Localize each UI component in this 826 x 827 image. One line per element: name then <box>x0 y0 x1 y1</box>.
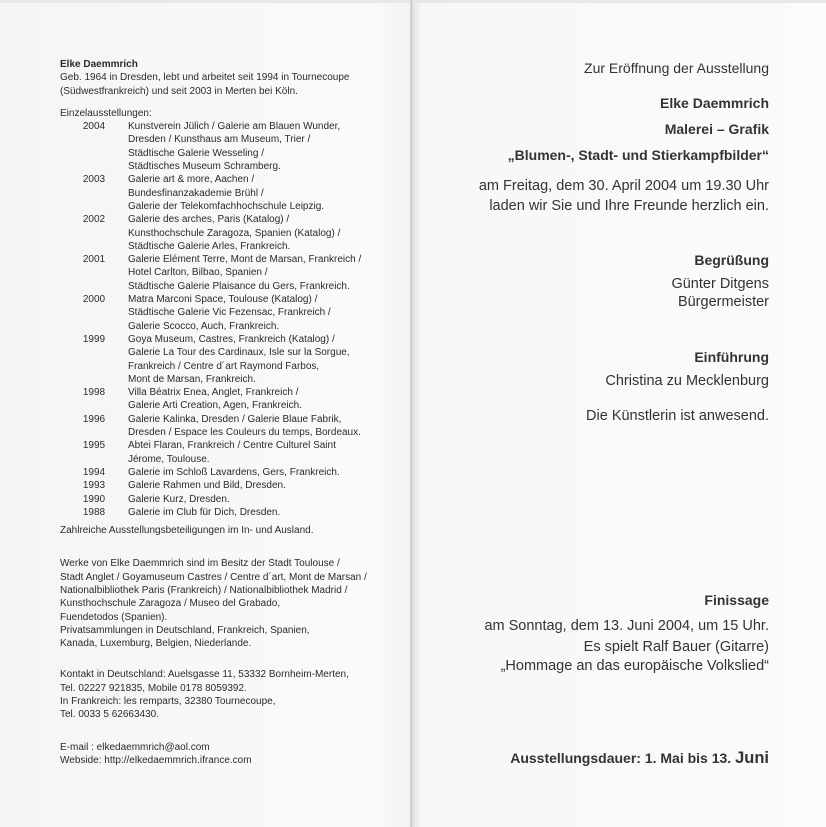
exhibition-entry <box>60 506 390 519</box>
exhibition-year: 2002 <box>82 214 106 226</box>
collections-line: Kunsthochschule Zaragoza / Museo del Grabado, <box>60 598 281 610</box>
exhibition-venue-line: Galerie der Telekomfachhochschule Leipzig. <box>128 200 325 212</box>
finissage-heading: Finissage <box>704 592 769 608</box>
exhibition-entry <box>60 253 390 293</box>
exhibition-entry <box>60 173 390 213</box>
artist-name: Elke Daemmrich <box>60 59 138 70</box>
exhibition-year: 1998 <box>82 387 106 399</box>
opening-date: am Freitag, dem 30. April 2004 um 19.30 Uhr <box>478 178 769 194</box>
exhibition-year: 1994 <box>82 466 106 478</box>
exhibitions-footer: Zahlreiche Ausstellungsbeteiligungen im In- und Ausland. <box>60 525 314 537</box>
exhibition-venues <box>128 466 390 479</box>
invitation-intro: Zur Eröffnung der Ausstellung <box>584 60 769 76</box>
exhibition-year: 1999 <box>82 333 106 345</box>
introduction-heading: Einführung <box>694 349 769 365</box>
invitation-subtitle: Malerei – Grafik <box>664 121 769 137</box>
artist-bio-panel <box>60 58 390 767</box>
exhibition-year: 1990 <box>82 493 106 505</box>
exhibition-duration <box>510 749 769 768</box>
invitation-artist: Elke Daemmrich <box>660 95 769 111</box>
exhibition-venues <box>128 213 390 253</box>
collections-line: Privatsammlungen in Deutschland, Frankreich, Spanien, <box>60 624 310 636</box>
exhibition-venue-line: Bundesfinanzakademie Brühl / <box>128 187 264 199</box>
exhibition-venues <box>128 253 390 293</box>
exhibitions-list <box>60 120 390 519</box>
exhibition-venues <box>128 506 390 519</box>
exhibition-title: „Blumen-, Stadt- und Stierkampfbilder“ <box>507 147 769 163</box>
exhibition-venues <box>128 439 390 466</box>
exhibition-venue-line: Städtische Galerie Arles, Frankreich. <box>128 240 291 252</box>
exhibition-venue-line: Galerie im Schloß Lavardens, Gers, Frankreich. <box>128 466 340 478</box>
exhibition-year: 2003 <box>82 174 106 186</box>
exhibition-entry <box>60 333 390 386</box>
exhibition-venue-line: Galerie Kalinka, Dresden / Galerie Blaue Fabrik, <box>128 413 342 425</box>
exhibition-venue-line: Hotel Carlton, Bilbao, Spanien / <box>128 267 268 279</box>
bio-line: Geb. 1964 in Dresden, lebt und arbeitet seit 1994 in Tournecoupe <box>60 72 350 84</box>
exhibition-entry <box>60 413 390 440</box>
exhibition-venue-line: Dresden / Espace les Couleurs du temps, Bordeaux. <box>128 427 361 439</box>
exhibitions-title: Einzelausstellungen: <box>60 107 152 119</box>
exhibition-venues <box>128 493 390 506</box>
contact-block <box>60 668 390 721</box>
paper-edge <box>0 0 826 3</box>
contact-line: Kontakt in Deutschland: Auelsgasse 11, 53332 Bornheim-Merten, <box>60 669 349 681</box>
exhibition-venue-line: Frankreich / Centre d´art Raymond Farbos, <box>128 360 320 372</box>
exhibition-venue-line: Galerie art & more, Aachen / <box>128 174 255 186</box>
exhibition-entry <box>60 293 390 333</box>
exhibition-venues <box>128 120 390 173</box>
web-contact-block <box>60 741 390 768</box>
exhibition-year: 1995 <box>82 440 106 452</box>
website-line: Webside: http://elkedaemmrich.ifrance.com <box>60 754 252 766</box>
exhibition-year: 1988 <box>82 506 106 518</box>
center-fold <box>410 0 413 827</box>
exhibition-venue-line: Galerie im Club für Dich, Dresden. <box>128 506 281 518</box>
exhibition-venue-line: Galerie La Tour des Cardinaux, Isle sur la Sorgue, <box>128 347 350 359</box>
exhibition-venue-line: Städtisches Museum Schramberg. <box>128 161 281 173</box>
exhibition-venue-line: Dresden / Kunsthaus am Museum, Trier / <box>128 134 311 146</box>
exhibition-year: 2001 <box>82 254 106 266</box>
exhibition-venue-line: Goya Museum, Castres, Frankreich (Katalog) / <box>128 333 335 345</box>
exhibition-year: 2000 <box>82 294 106 306</box>
exhibition-venue-line: Städtische Galerie Vic Fezensac, Frankreich / <box>128 307 331 319</box>
introduction-name: Christina zu Mecklenburg <box>605 373 769 389</box>
exhibition-entry <box>60 213 390 253</box>
exhibition-venue-line: Städtische Galerie Wesseling / <box>128 147 264 159</box>
exhibition-venues <box>128 479 390 492</box>
contact-line: Tel. 02227 921835, Mobile 0178 8059392. <box>60 682 247 694</box>
exhibition-venues <box>128 173 390 213</box>
contact-line: In Frankreich: les remparts, 32380 Tournecoupe, <box>60 696 276 708</box>
exhibition-entry <box>60 386 390 413</box>
greeting-name: Günter Ditgens <box>671 276 769 292</box>
collections-line: Kanada, Luxemburg, Belgien, Niederlande. <box>60 638 252 650</box>
exhibition-venue-line: Galerie Scocco, Auch, Frankreich. <box>128 320 280 332</box>
bio-line: (Südwestfrankreich) und seit 2003 in Merten bei Köln. <box>60 85 298 97</box>
exhibition-entry <box>60 479 390 492</box>
exhibition-venue-line: Kunsthochschule Zaragoza, Spanien (Katalog) / <box>128 227 341 239</box>
artist-present-note: Die Künstlerin ist anwesend. <box>586 408 769 424</box>
exhibition-venues <box>128 413 390 440</box>
greeting-role: Bürgermeister <box>677 294 769 310</box>
exhibition-entry <box>60 466 390 479</box>
exhibition-entry <box>60 493 390 506</box>
exhibition-venue-line: Galerie des arches, Paris (Katalog) / <box>128 214 290 226</box>
exhibition-venue-line: Städtische Galerie Plaisance du Gers, Frankreich. <box>128 280 350 292</box>
exhibition-venue-line: Kunstverein Jülich / Galerie am Blauen Wunder, <box>128 121 341 133</box>
exhibition-venue-line: Matra Marconi Space, Toulouse (Katalog) / <box>128 294 318 306</box>
exhibition-venues <box>128 293 390 333</box>
exhibition-venue-line: Villa Béatrix Enea, Anglet, Frankreich / <box>128 387 299 399</box>
collections-line: Stadt Anglet / Goyamuseum Castres / Centre d´art, Mont de Marsan / <box>60 571 367 583</box>
exhibition-venue-line: Galerie Rahmen und Bild, Dresden. <box>128 480 286 492</box>
greeting-heading: Begrüßung <box>694 252 769 268</box>
collections-block <box>60 557 390 650</box>
exhibition-venue-line: Galerie Kurz, Dresden. <box>128 493 230 505</box>
exhibition-entry <box>60 439 390 466</box>
exhibition-venue-line: Galerie Elément Terre, Mont de Marsan, Frankreich / <box>128 254 362 266</box>
contact-line: Tel. 0033 5 62663430. <box>60 709 159 721</box>
exhibition-year: 1996 <box>82 413 106 425</box>
exhibition-venue-line: Jérome, Toulouse. <box>128 453 210 465</box>
finissage-song: „Hommage an das europäische Volkslied“ <box>500 658 769 674</box>
exhibition-venues <box>128 333 390 386</box>
email-line: E-mail : elkedaemmrich@aol.com <box>60 741 210 753</box>
finissage-music: Es spielt Ralf Bauer (Gitarre) <box>583 639 769 655</box>
duration-month: Juni <box>735 749 769 767</box>
exhibition-year: 2004 <box>82 121 106 133</box>
exhibition-year: 1993 <box>82 480 106 492</box>
exhibition-venue-line: Galerie Arti Creation, Agen, Frankreich. <box>128 400 302 412</box>
invite-line: laden wir Sie und Ihre Freunde herzlich ein. <box>489 198 769 214</box>
finissage-date: am Sonntag, dem 13. Juni 2004, um 15 Uhr. <box>484 618 769 634</box>
exhibition-venues <box>128 386 390 413</box>
exhibition-entry <box>60 120 390 173</box>
exhibition-venue-line: Mont de Marsan, Frankreich. <box>128 373 256 385</box>
collections-line: Nationalbibliothek Paris (Frankreich) / Nationalbibliothek Madrid / <box>60 584 348 596</box>
exhibition-venue-line: Abtei Flaran, Frankreich / Centre Culturel Saint <box>128 440 336 452</box>
duration-text: Ausstellungsdauer: 1. Mai bis 13. <box>510 750 732 766</box>
collections-line: Werke von Elke Daemmrich sind im Besitz der Stadt Toulouse / <box>60 558 340 570</box>
collections-line: Fuendetodos (Spanien). <box>60 611 168 623</box>
